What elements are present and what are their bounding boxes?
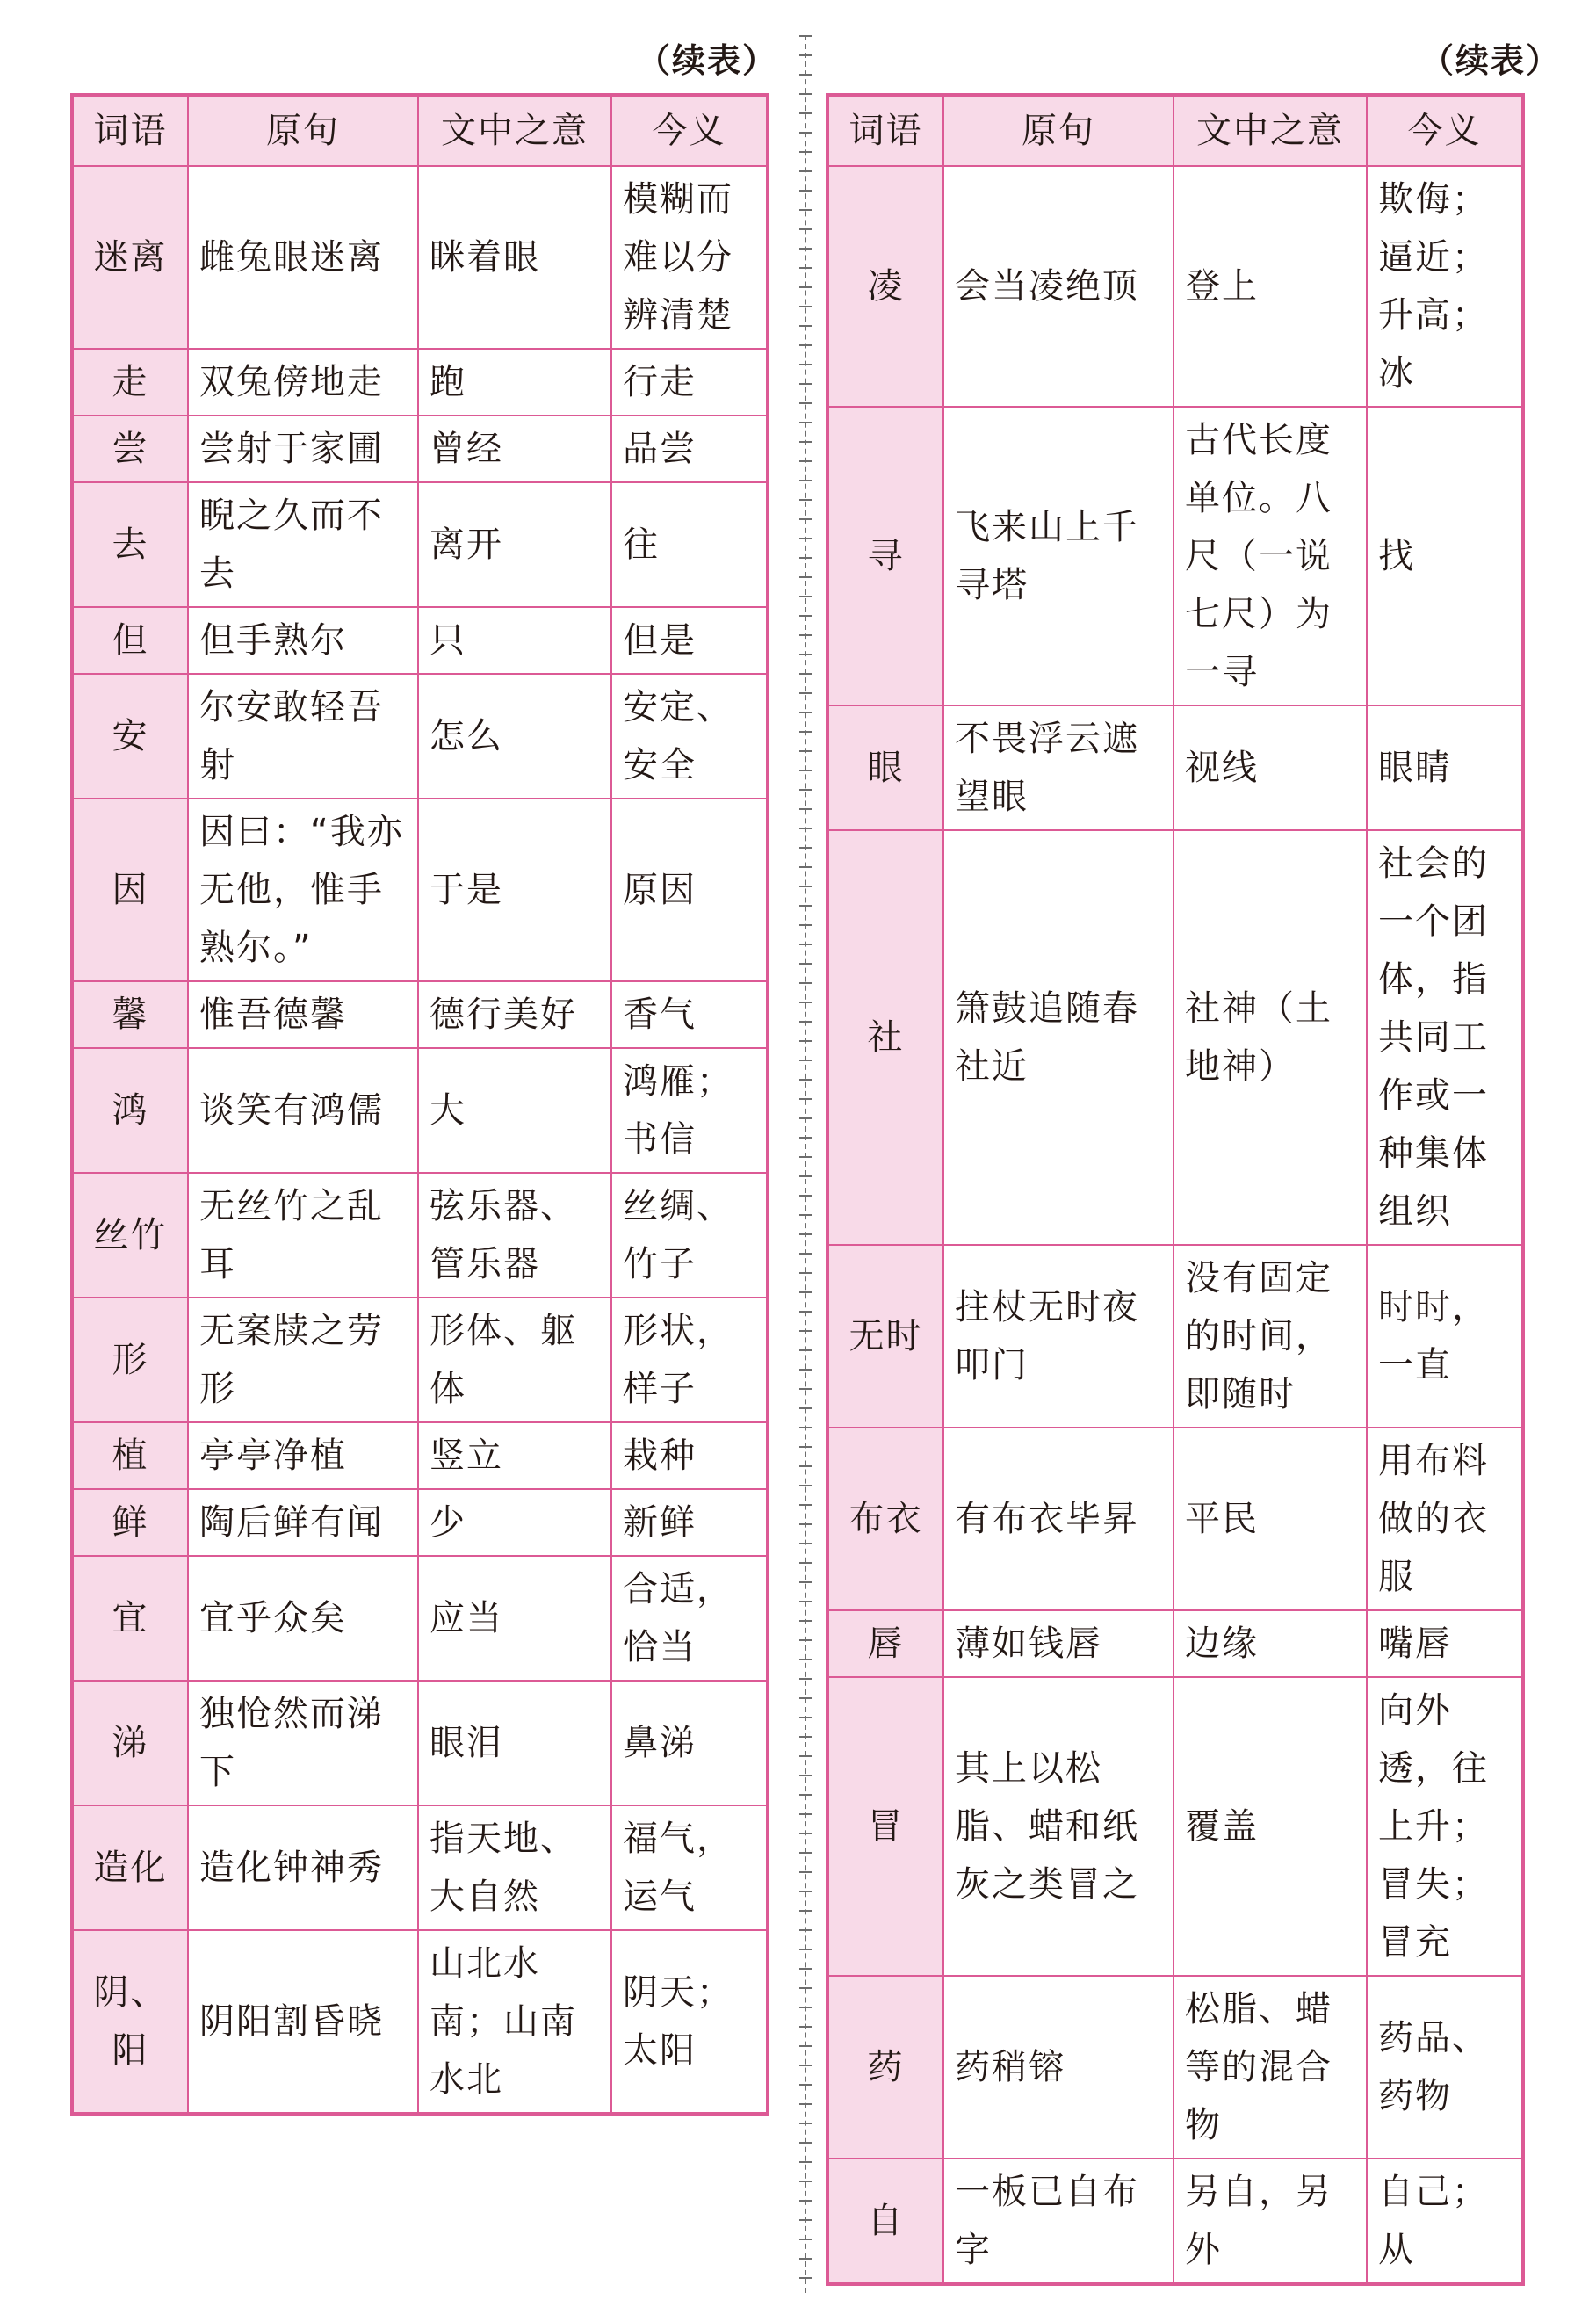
cell-modern: 时时，一直	[1367, 1245, 1523, 1428]
cell-word: 药	[827, 1976, 943, 2159]
table-row	[72, 1048, 768, 1173]
table-row	[72, 166, 768, 349]
cell-meaning: 只	[418, 607, 611, 674]
header-original: 原句	[188, 95, 418, 166]
header-row	[72, 95, 768, 166]
cell-word: 植	[72, 1422, 188, 1489]
table-row	[827, 166, 1523, 407]
cell-modern: 行走	[611, 349, 768, 416]
cell-meaning: 离开	[418, 482, 611, 607]
cell-meaning: 应当	[418, 1556, 611, 1681]
cell-original: 薄如钱唇	[943, 1610, 1174, 1677]
table-row	[72, 1681, 768, 1805]
table-row	[827, 1245, 1523, 1428]
vocab-table-left	[70, 93, 769, 2116]
cell-word: 阴、阳	[72, 1930, 188, 2114]
table-row	[72, 1930, 768, 2114]
cell-original: 谈笑有鸿儒	[188, 1048, 418, 1173]
cell-meaning: 曾经	[418, 416, 611, 482]
cell-modern: 向外透，往上升；冒失；冒充	[1367, 1677, 1523, 1976]
cell-modern: 阴天；太阳	[611, 1930, 768, 2114]
header-modern: 今义	[611, 95, 768, 166]
cell-modern: 香气	[611, 981, 768, 1048]
cell-word: 冒	[827, 1677, 943, 1976]
cell-word: 走	[72, 349, 188, 416]
cell-meaning: 怎么	[418, 674, 611, 799]
cell-word: 馨	[72, 981, 188, 1048]
cell-original: 药稍镕	[943, 1976, 1174, 2159]
cell-original: 双兔傍地走	[188, 349, 418, 416]
cell-word: 无时	[827, 1245, 943, 1428]
header-word: 词语	[72, 95, 188, 166]
page-divider	[805, 35, 819, 2293]
cell-meaning: 边缘	[1174, 1610, 1367, 1677]
cell-modern: 鼻涕	[611, 1681, 768, 1805]
cell-meaning: 松脂、蜡等的混合物	[1174, 1976, 1367, 2159]
header-original: 原句	[943, 95, 1174, 166]
cell-word: 去	[72, 482, 188, 607]
header-modern: 今义	[1367, 95, 1523, 166]
cell-original: 无案牍之劳形	[188, 1298, 418, 1422]
cell-modern: 福气，运气	[611, 1805, 768, 1930]
cell-meaning: 眼泪	[418, 1681, 611, 1805]
cell-modern: 社会的一个团体，指共同工作或一种集体组织	[1367, 830, 1523, 1245]
cell-modern: 丝绸、竹子	[611, 1173, 768, 1298]
cell-original: 惟吾德馨	[188, 981, 418, 1048]
cell-modern: 但是	[611, 607, 768, 674]
cell-original: 造化钟神秀	[188, 1805, 418, 1930]
cell-meaning: 平民	[1174, 1428, 1367, 1610]
table-row	[72, 1173, 768, 1298]
table-body-left	[72, 166, 768, 2114]
table-row	[827, 1976, 1523, 2159]
cell-word: 但	[72, 607, 188, 674]
cell-word: 眼	[827, 705, 943, 830]
cell-modern: 安定、安全	[611, 674, 768, 799]
cell-modern: 新鲜	[611, 1489, 768, 1556]
cell-original: 宜乎众矣	[188, 1556, 418, 1681]
cell-original: 箫鼓追随春社近	[943, 830, 1174, 1245]
table-row	[72, 1556, 768, 1681]
cell-original: 拄杖无时夜叩门	[943, 1245, 1174, 1428]
table-row	[72, 674, 768, 799]
cell-modern: 品尝	[611, 416, 768, 482]
cell-modern: 找	[1367, 407, 1523, 705]
cell-meaning: 没有固定的时间，即随时	[1174, 1245, 1367, 1428]
cell-meaning: 少	[418, 1489, 611, 1556]
cell-modern: 合适，恰当	[611, 1556, 768, 1681]
cell-original: 尝射于家圃	[188, 416, 418, 482]
cell-original: 不畏浮云遮望眼	[943, 705, 1174, 830]
table-row	[827, 2159, 1523, 2284]
continued-label-left: （续表）	[637, 41, 778, 80]
cell-original: 飞来山上千寻塔	[943, 407, 1174, 705]
header-meaning: 文中之意	[1174, 95, 1367, 166]
cell-word: 社	[827, 830, 943, 1245]
cell-modern: 鸿雁；书信	[611, 1048, 768, 1173]
table-row	[72, 349, 768, 416]
cell-modern: 嘴唇	[1367, 1610, 1523, 1677]
cell-meaning: 指天地、大自然	[418, 1805, 611, 1930]
cell-original: 阴阳割昏晓	[188, 1930, 418, 2114]
cell-modern: 眼睛	[1367, 705, 1523, 830]
cell-modern: 栽种	[611, 1422, 768, 1489]
cell-modern: 往	[611, 482, 768, 607]
cell-word: 安	[72, 674, 188, 799]
cell-modern: 原因	[611, 799, 768, 981]
cell-word: 布衣	[827, 1428, 943, 1610]
cell-original: 雌兔眼迷离	[188, 166, 418, 349]
cell-meaning: 跑	[418, 349, 611, 416]
header-row	[827, 95, 1523, 166]
cell-word: 迷离	[72, 166, 188, 349]
cell-word: 宜	[72, 1556, 188, 1681]
table-row	[827, 1677, 1523, 1976]
cell-meaning: 另自，另外	[1174, 2159, 1367, 2284]
cell-modern: 用布料做的衣服	[1367, 1428, 1523, 1610]
continued-label-right: （续表）	[1420, 41, 1562, 80]
table-row	[72, 416, 768, 482]
cell-meaning: 弦乐器、管乐器	[418, 1173, 611, 1298]
cell-original: 独怆然而涕下	[188, 1681, 418, 1805]
cell-word: 自	[827, 2159, 943, 2284]
cell-meaning: 形体、躯体	[418, 1298, 611, 1422]
cell-meaning: 社神（土地神）	[1174, 830, 1367, 1245]
cell-word: 鲜	[72, 1489, 188, 1556]
cell-word: 鸿	[72, 1048, 188, 1173]
cell-original: 其上以松脂、蜡和纸灰之类冒之	[943, 1677, 1174, 1976]
cell-original: 但手熟尔	[188, 607, 418, 674]
header-word: 词语	[827, 95, 943, 166]
table-row	[827, 407, 1523, 705]
cell-original: 陶后鲜有闻	[188, 1489, 418, 1556]
cell-original: 一板已自布字	[943, 2159, 1174, 2284]
vocab-table-right	[826, 93, 1525, 2286]
table-row	[72, 482, 768, 607]
cell-word: 丝竹	[72, 1173, 188, 1298]
cell-meaning: 视线	[1174, 705, 1367, 830]
cell-original: 有布衣毕昇	[943, 1428, 1174, 1610]
cell-modern: 自己；从	[1367, 2159, 1523, 2284]
table-row	[827, 1610, 1523, 1677]
cell-original: 会当凌绝顶	[943, 166, 1174, 407]
cell-meaning: 眯着眼	[418, 166, 611, 349]
cell-word: 形	[72, 1298, 188, 1422]
header-meaning: 文中之意	[418, 95, 611, 166]
cell-word: 造化	[72, 1805, 188, 1930]
table-row	[72, 1298, 768, 1422]
cell-modern: 形状，样子	[611, 1298, 768, 1422]
cell-meaning: 古代长度单位。八尺（一说七尺）为一寻	[1174, 407, 1367, 705]
cell-word: 凌	[827, 166, 943, 407]
cell-modern: 欺侮；逼近；升高；冰	[1367, 166, 1523, 407]
cell-word: 涕	[72, 1681, 188, 1805]
cell-word: 唇	[827, 1610, 943, 1677]
cell-original: 因曰：“我亦无他，惟手熟尔。”	[188, 799, 418, 981]
cell-meaning: 登上	[1174, 166, 1367, 407]
table-row	[72, 1489, 768, 1556]
table-row	[827, 1428, 1523, 1610]
cell-word: 因	[72, 799, 188, 981]
cell-meaning: 覆盖	[1174, 1677, 1367, 1976]
table-body-right	[827, 166, 1523, 2284]
table-row	[72, 1805, 768, 1930]
cell-meaning: 大	[418, 1048, 611, 1173]
table-row	[72, 799, 768, 981]
cell-modern: 模糊而难以分辨清楚	[611, 166, 768, 349]
cell-word: 尝	[72, 416, 188, 482]
table-row	[827, 705, 1523, 830]
cell-meaning: 竖立	[418, 1422, 611, 1489]
cell-original: 尔安敢轻吾射	[188, 674, 418, 799]
cell-meaning: 于是	[418, 799, 611, 981]
cell-modern: 药品、药物	[1367, 1976, 1523, 2159]
table-row	[827, 830, 1523, 1245]
cell-original: 无丝竹之乱耳	[188, 1173, 418, 1298]
cell-meaning: 山北水南；山南水北	[418, 1930, 611, 2114]
cell-word: 寻	[827, 407, 943, 705]
table-row	[72, 1422, 768, 1489]
table-row	[72, 607, 768, 674]
table-row	[72, 981, 768, 1048]
cell-meaning: 德行美好	[418, 981, 611, 1048]
cell-original: 亭亭净植	[188, 1422, 418, 1489]
cell-original: 睨之久而不去	[188, 482, 418, 607]
